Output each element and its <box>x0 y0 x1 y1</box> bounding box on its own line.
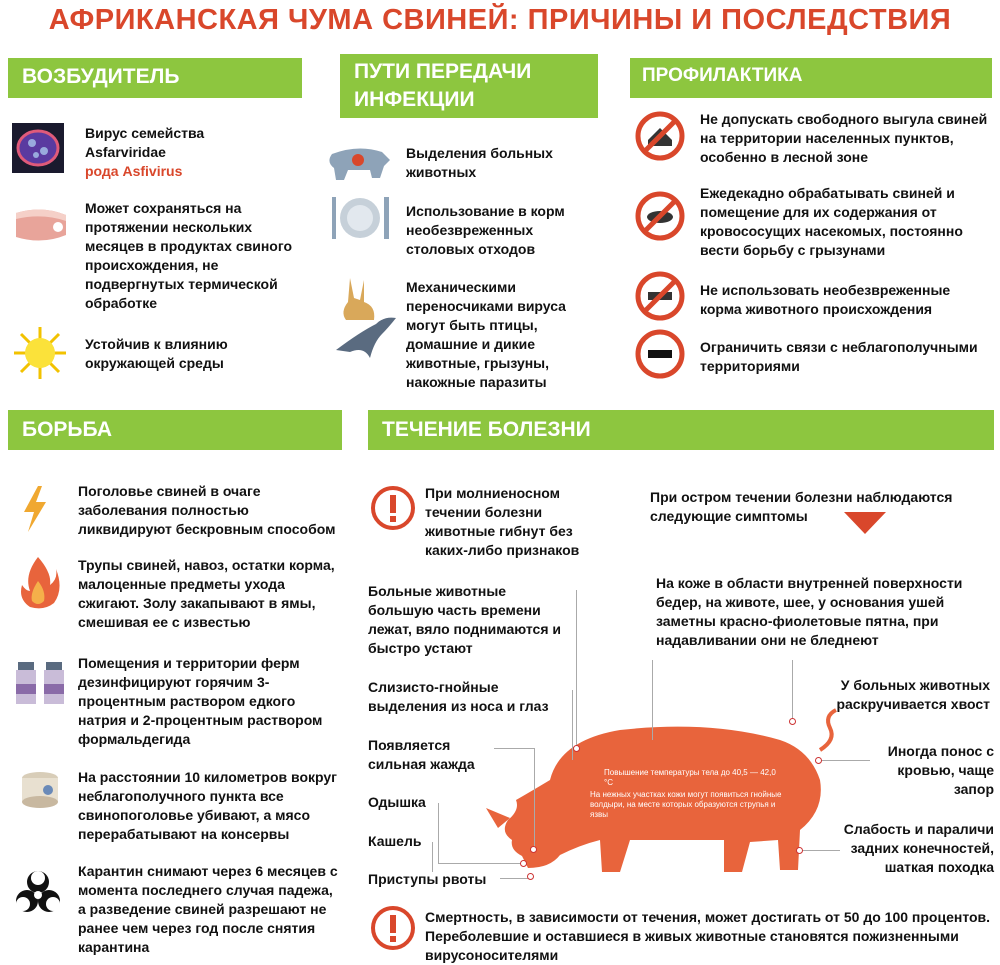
no-insects-icon <box>634 190 686 242</box>
down-triangle-icon <box>842 510 888 536</box>
connector-line <box>438 803 439 863</box>
warning-icon <box>370 485 416 531</box>
no-free-range-icon <box>634 110 686 162</box>
virus-line-3: рода Asfivirus <box>85 163 183 179</box>
control-header: БОРЬБА <box>8 410 342 450</box>
disinfectant-bottles-icon <box>14 660 68 706</box>
carriers-text: Механическими переносчиками вируса могут быть птицы, домашние и дикие животные, грызуны, накожные паразиты <box>406 279 566 390</box>
connector-line <box>534 748 535 848</box>
connector-line <box>652 660 653 740</box>
connector-line <box>438 863 524 864</box>
acute-text: При остром течении болезни наблюдаются следующие симптомы <box>650 489 953 524</box>
symptom-diarrhea-text: Иногда понос с кровью, чаще запор <box>887 743 994 797</box>
connector-line <box>820 760 870 761</box>
control-4-text: На расстоянии 10 километров вокруг неблагополучного пункта все свинопоголовье убивают, а мясо перерабатывают на консервы <box>78 769 337 842</box>
no-entry-icon <box>634 328 686 380</box>
food-text: Использование в корм необезвреженных столовых отходов <box>406 203 565 257</box>
control-3-text: Помещения и территории ферм дезинфицируют горячим 3-процентным раствором едкого натрия и 2-процентным раствором формальдегида <box>78 655 323 747</box>
virus-line-1: Вирус семейства <box>85 125 205 141</box>
fire-icon <box>16 555 62 611</box>
pig-fever-text: Повышение температуры тела до 40,5 — 42,0 °С <box>604 768 776 787</box>
connector-line <box>792 660 793 720</box>
symptom-tail-text: У больных животных раскручивается хвост <box>836 677 990 712</box>
symptom-vomit-text: Приступы рвоты <box>368 871 487 887</box>
mortality-warning-icon <box>370 905 416 951</box>
lightning-icon <box>20 484 50 534</box>
page-title: АФРИКАНСКАЯ ЧУМА СВИНЕЙ: ПРИЧИНЫ И ПОСЛЕДСТВИЯ <box>48 4 952 36</box>
symptom-marker <box>815 757 822 764</box>
sun-text: Устойчив к влиянию окружающей среды <box>85 336 228 371</box>
symptom-marker <box>520 860 527 867</box>
prevention-4-text: Ограничить связи с неблагополучными территориями <box>700 339 978 374</box>
symptom-lying-text: Больные животные большую часть времени лежат, вяло поднимаются и быстро устают <box>368 583 561 656</box>
meat-icon <box>12 205 70 245</box>
connector-line <box>800 850 840 851</box>
sun-icon <box>12 325 68 381</box>
symptom-cough-text: Кашель <box>368 833 422 849</box>
symptom-mucus-text: Слизисто-гнойные выделения из носа и глаз <box>368 679 549 714</box>
virus-icon <box>12 123 64 173</box>
prevention-header: ПРОФИЛАКТИКА <box>630 58 992 98</box>
mortality-text: Смертность, в зависимости от течения, может достигать от 50 до 100 процентов. Переболевшие и оставшиеся в живых животные становятся пожизненными вирусоносителями <box>425 909 991 963</box>
connector-line <box>432 842 433 872</box>
connector-line <box>576 590 577 748</box>
control-1-text: Поголовье свиней в очаге заболевания полностью ликвидируют бескровным способом <box>78 483 336 537</box>
symptom-marker <box>530 846 537 853</box>
no-feed-icon <box>634 270 686 322</box>
transmission-header: ПУТИ ПЕРЕДАЧИ ИНФЕКЦИИ <box>340 54 598 118</box>
canned-food-icon <box>18 770 62 810</box>
agent-header: ВОЗБУДИТЕЛЬ <box>8 58 302 98</box>
control-2-text: Трупы свиней, навоз, остатки корма, малоценные предметы ухода сжигают. Золу закапывают в ямы, смешивая ее с известью <box>78 557 335 630</box>
symptom-weakness-text: Слабость и параличи задних конечностей, шаткая походка <box>843 821 994 875</box>
control-5-text: Карантин снимают через 6 месяцев с момента последнего случая падежа, а разведение свиней разрешают не ранее чем через год после снятия карантина <box>78 863 338 955</box>
secretions-text: Выделения больных животных <box>406 145 553 180</box>
fulminant-text: При молниеносном течении болезни животные гибнут без каких-либо признаков <box>425 485 580 558</box>
symptom-marker <box>796 847 803 854</box>
symptom-marker <box>527 873 534 880</box>
symptom-marker <box>573 745 580 752</box>
pig-blisters-text: На нежных участках кожи могут появиться гнойные волдыри, на месте которых образуются струпья и язвы <box>590 790 782 819</box>
connector-line <box>494 748 534 749</box>
symptom-dyspnea-text: Одышка <box>368 794 426 810</box>
biohazard-icon <box>12 868 64 920</box>
course-header: ТЕЧЕНИЕ БОЛЕЗНИ <box>368 410 994 450</box>
prevention-3-text: Не использовать необезвреженные корма животного происхождения <box>700 282 951 317</box>
symptom-thirst-text: Появляется сильная жажда <box>368 737 475 772</box>
rabbit-bird-icon <box>330 272 402 362</box>
symptom-marker <box>789 718 796 725</box>
prevention-2-text: Ежедекадно обрабатывать свиней и помещение для их содержания от кровососущих насекомых, постоянно вести борьбу с грызунами <box>700 185 963 258</box>
virus-line-2: Asfarviridae <box>85 144 166 160</box>
virus-description <box>85 124 295 181</box>
plate-cutlery-icon <box>330 195 394 241</box>
symptom-skin-text: На коже в области внутренней поверхности бедер, на животе, шее, у основания ушей заметны красно-фиолетовые пятна, при надавливании они не бледнеют <box>656 575 963 648</box>
connector-line <box>500 878 530 879</box>
pig-secretion-icon <box>322 140 394 184</box>
prevention-1-text: Не допускать свободного выгула свиней на территории населенных пунктов, особенно в лесной зоне <box>700 111 988 165</box>
meat-text: Может сохраняться на протяжении нескольких месяцев в продуктах свиного происхождения, не подвергнутых термической обработке <box>85 200 293 311</box>
